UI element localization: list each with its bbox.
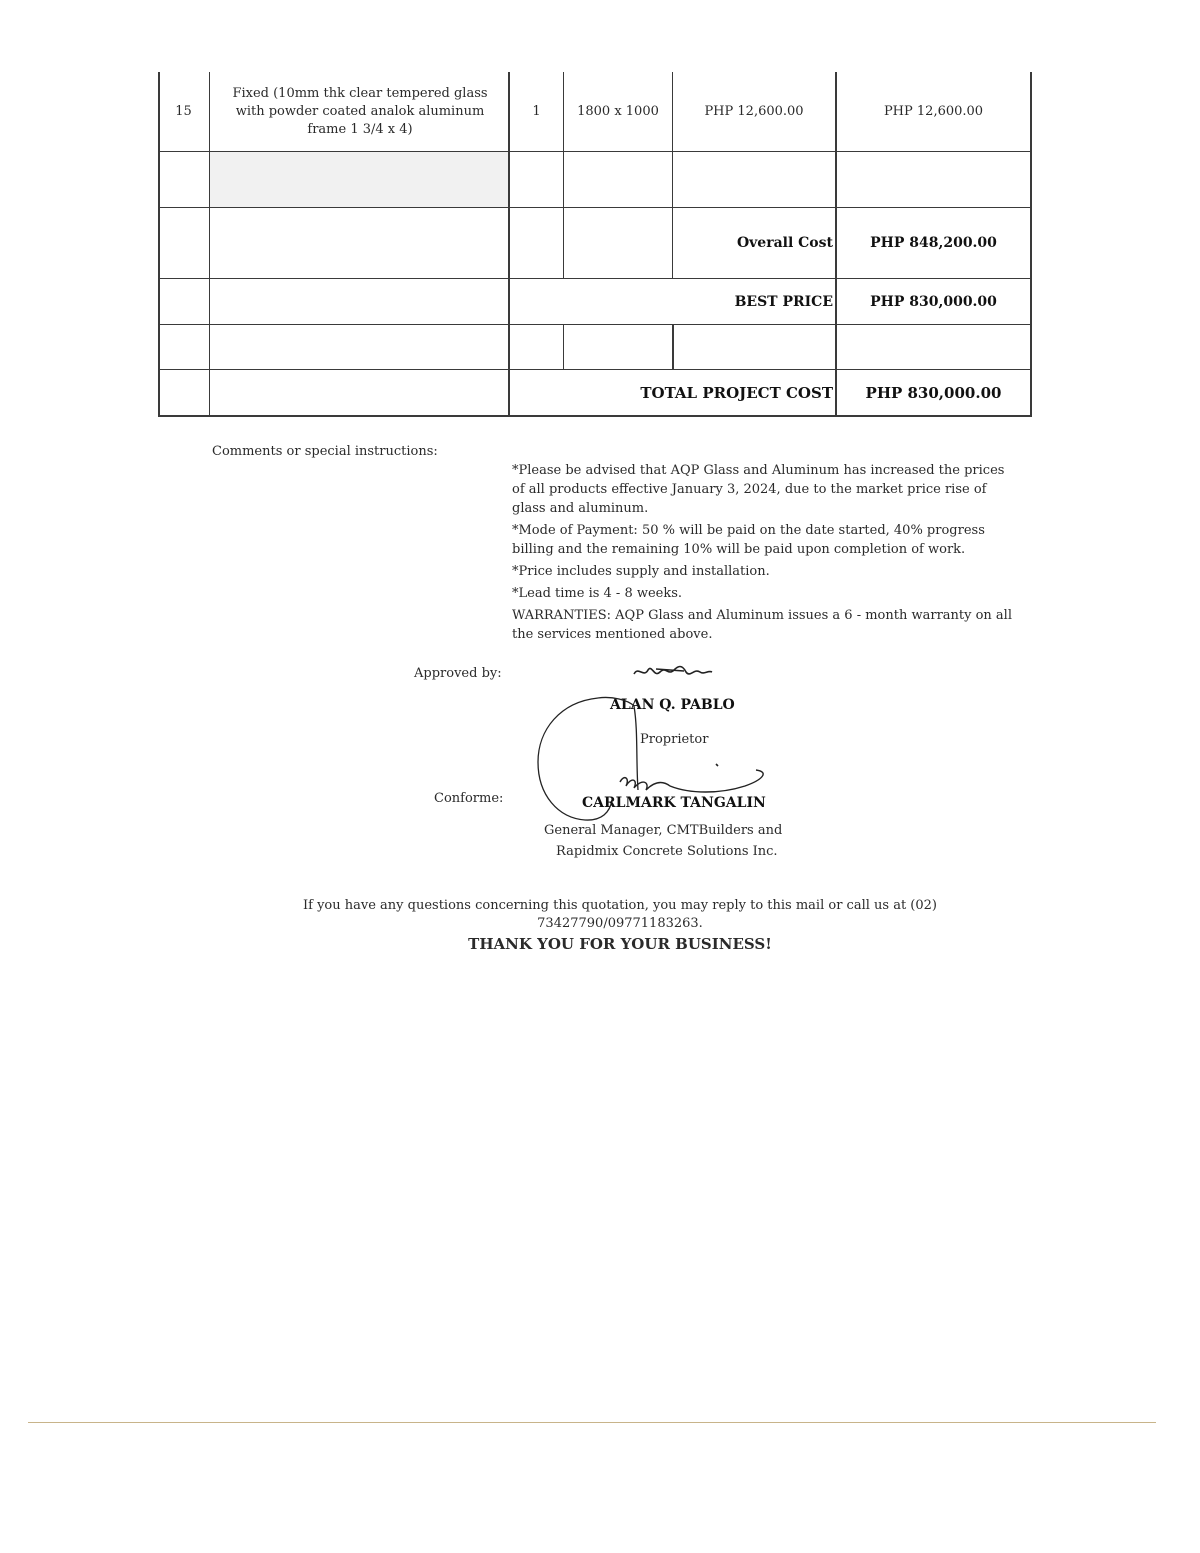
total-project-cost-value: PHP 830,000.00	[865, 383, 1002, 402]
quotation-table	[158, 72, 1032, 417]
item-number: 15	[175, 103, 192, 119]
item-description: Fixed (10mm thk clear tempered glass with powder coated analok aluminum frame 1 3/4 x 4)	[232, 85, 488, 137]
table-right-border	[1030, 72, 1032, 417]
item-quantity: 1	[532, 103, 541, 119]
footer-divider	[28, 1422, 1156, 1423]
column-border	[563, 324, 564, 370]
note-mode-of-payment: *Mode of Payment: 50 % will be paid on the date started, 40% progress billing and the remaining 10% will be paid upon completion of work.	[512, 523, 985, 557]
note-price-increase: *Please be advised that AQP Glass and Aluminum has increased the prices of all products effective January 3, 2024, due to the market price rise of glass and aluminum.	[512, 463, 1005, 516]
row-border	[158, 151, 1032, 152]
thank-you-message: THANK YOU FOR YOUR BUSINESS!	[468, 935, 772, 953]
table-bottom-border	[158, 415, 1032, 417]
row-border	[158, 324, 1032, 325]
approved-by-label: Approved by:	[414, 666, 502, 681]
approver-title: Proprietor	[640, 732, 709, 747]
best-price-label: BEST PRICE	[734, 293, 833, 310]
conforme-label: Conforme:	[434, 791, 504, 806]
column-border	[209, 72, 210, 417]
approver-name: ALAN Q. PABLO	[610, 697, 735, 713]
column-border	[672, 324, 674, 370]
comments-label: Comments or special instructions:	[212, 444, 438, 459]
best-price-value: PHP 830,000.00	[870, 293, 997, 310]
item-amount: PHP 12,600.00	[883, 103, 984, 119]
note-price-inclusion: *Price includes supply and installation.	[512, 564, 770, 579]
overall-cost-value: PHP 848,200.00	[870, 235, 997, 251]
conforme-name: CARLMARK TANGALIN	[582, 795, 766, 811]
contact-info-line-2: 73427790/09771183263.	[537, 916, 703, 931]
item-size: 1800 x 1000	[577, 103, 659, 119]
approver-signature	[630, 660, 720, 684]
conforme-title-line-2: Rapidmix Concrete Solutions Inc.	[556, 844, 778, 859]
contact-info-line-1: If you have any questions concerning this quotation, you may reply to this mail or call us at (02)	[303, 898, 937, 913]
conforme-title-line-1: General Manager, CMTBuilders and	[544, 823, 783, 838]
shaded-cell	[210, 152, 508, 207]
note-lead-time: *Lead time is 4 - 8 weeks.	[512, 586, 683, 601]
overall-cost-label: Overall Cost	[736, 235, 833, 251]
special-instructions	[512, 461, 1012, 647]
item-unit-price: PHP 12,600.00	[704, 103, 804, 119]
total-project-cost-label: TOTAL PROJECT COST	[640, 383, 833, 402]
note-warranties: WARRANTIES: AQP Glass and Aluminum issues a 6 - month warranty on all the services mentioned above.	[512, 608, 1012, 642]
